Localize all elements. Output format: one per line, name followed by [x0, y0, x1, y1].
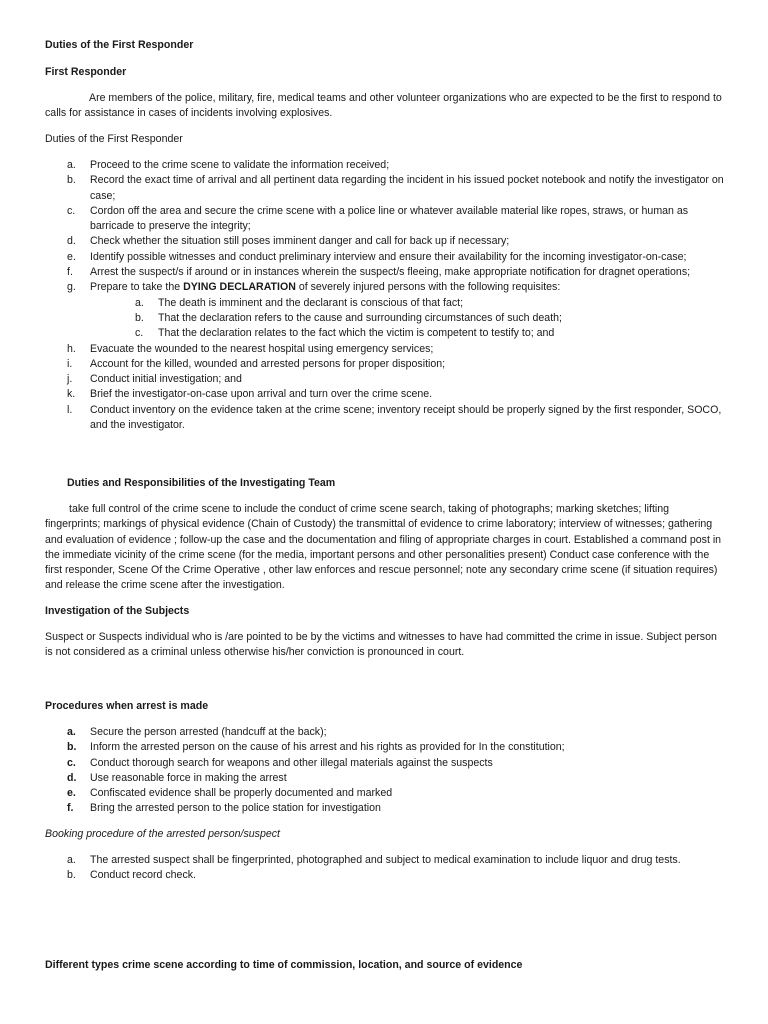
list-item-dying-declaration: g. Prepare to take the DYING DECLARATION of severely injured persons with the following requisites: a. The death is imminent and the declarant is conscious of that fact; b. That the declaration refers to the cause and surrounding circumstances of such death; c. That the declaration relates to the fact which the victim is competent to testify to; and — [45, 280, 725, 341]
list-item: e. Identify possible witnesses and conduct preliminary interview and ensure their availability for the incoming investigator-on-case; — [67, 250, 687, 263]
list-item: b. Inform the arrested person on the cause of his arrest and his rights as provided for In the constitution; — [67, 741, 565, 754]
list-item: e. Confiscated evidence shall be properly documented and marked — [67, 787, 393, 800]
crime-scene-types-heading: Different types crime scene according to time of commission, location, and source of evidence — [45, 959, 523, 971]
list-item: d. Check whether the situation still poses imminent danger and call for back up if necessary; — [67, 235, 510, 248]
duties-list — [45, 158, 725, 433]
list-item: a. Secure the person arrested (handcuff at the back); — [67, 726, 327, 738]
list-item: c. Conduct thorough search for weapons and other illegal materials against the suspects — [67, 756, 493, 769]
investigating-team-paragraph: take full control of the crime scene to include the conduct of crime scene search, taking of photographs; marking sketches; lifting fingerprints; markings of physical evidence (Chain of Custody) the transmittal of evidence to crime laboratory; interview of witnesses; gathering and evaluation of evidence ; follow-up the case and the documentation and filing of appropriate charges in court. Established a command post in the immediate vicinity of the crime scene (for the media, important persons and other personalities present) Conduct case conference with the first responder, Scene Of the Crime Operative , other law enforces and rescue personnel; note any secondary crime scene (if situation requires) and release the crime scene after the investigation. — [45, 503, 722, 592]
requisites-list — [90, 296, 725, 342]
sub-list-item: c. That the declaration relates to the fact which the victim is competent to testify to; and — [135, 327, 555, 340]
sub-list-item: b. That the declaration refers to the cause and surrounding circumstances of such death; — [135, 311, 562, 324]
sub-list-item: a. The death is imminent and the declarant is conscious of that fact; — [135, 296, 464, 309]
document-title: Duties of the First Responder — [45, 39, 194, 51]
booking-list — [45, 853, 725, 884]
list-item: b. Conduct record check. — [67, 869, 196, 882]
list-item: j. Conduct initial investigation; and — [67, 373, 242, 386]
subjects-paragraph: Suspect or Suspects individual who is /are pointed to be by the victims and witnesses to have had committed the crime in issue. Subject person is not considered as a criminal unless otherwise his/her conviction is pronounced in court. — [45, 631, 717, 659]
list-item: h. Evacuate the wounded to the nearest hospital using emergency services; — [67, 342, 434, 355]
first-responder-paragraph: Are members of the police, military, fire, medical teams and other volunteer organizations who are expected to be the first to respond to calls for assistance in cases of incidents involving explosives. — [45, 92, 722, 120]
dying-declaration-term: DYING DECLARATION — [183, 281, 296, 294]
subjects-heading: Investigation of the Subjects — [45, 605, 190, 617]
list-item: d. Use reasonable force in making the arrest — [67, 771, 287, 784]
investigating-team-heading: Duties and Responsibilities of the Investigating Team — [67, 477, 336, 489]
arrest-procedures-list — [45, 725, 725, 817]
list-item: f. Arrest the suspect/s if around or in instances wherein the suspect/s fleeing, make appropriate notification for dragnet operations; — [67, 266, 691, 279]
duties-heading: Duties of the First Responder — [45, 133, 183, 145]
list-item: a. Proceed to the crime scene to validate the information received; — [67, 159, 390, 171]
list-item: f. Bring the arrested person to the police station for investigation — [67, 802, 381, 815]
list-item: l. Conduct inventory on the evidence taken at the crime scene; inventory receipt should be properly signed by the first responder, SOCO, and the investigator. — [67, 403, 722, 432]
first-responder-heading: First Responder — [45, 66, 127, 78]
list-item: c. Cordon off the area and secure the crime scene with a police line or whatever available material like ropes, straws, or human as barricade to preserve the integrity; — [67, 204, 689, 233]
booking-heading: Booking procedure of the arrested person/suspect — [45, 828, 280, 840]
list-item: i. Account for the killed, wounded and arrested persons for proper disposition; — [67, 357, 446, 370]
list-item: a. The arrested suspect shall be fingerprinted, photographed and subject to medical examination to include liquor and drug tests. — [67, 854, 681, 866]
arrest-heading: Procedures when arrest is made — [45, 700, 209, 712]
list-item: k. Brief the investigator-on-case upon arrival and turn over the crime scene. — [67, 388, 433, 401]
list-item: b. Record the exact time of arrival and all pertinent data regarding the incident in his issued pocket notebook and notify the investigator on case; — [67, 174, 724, 202]
